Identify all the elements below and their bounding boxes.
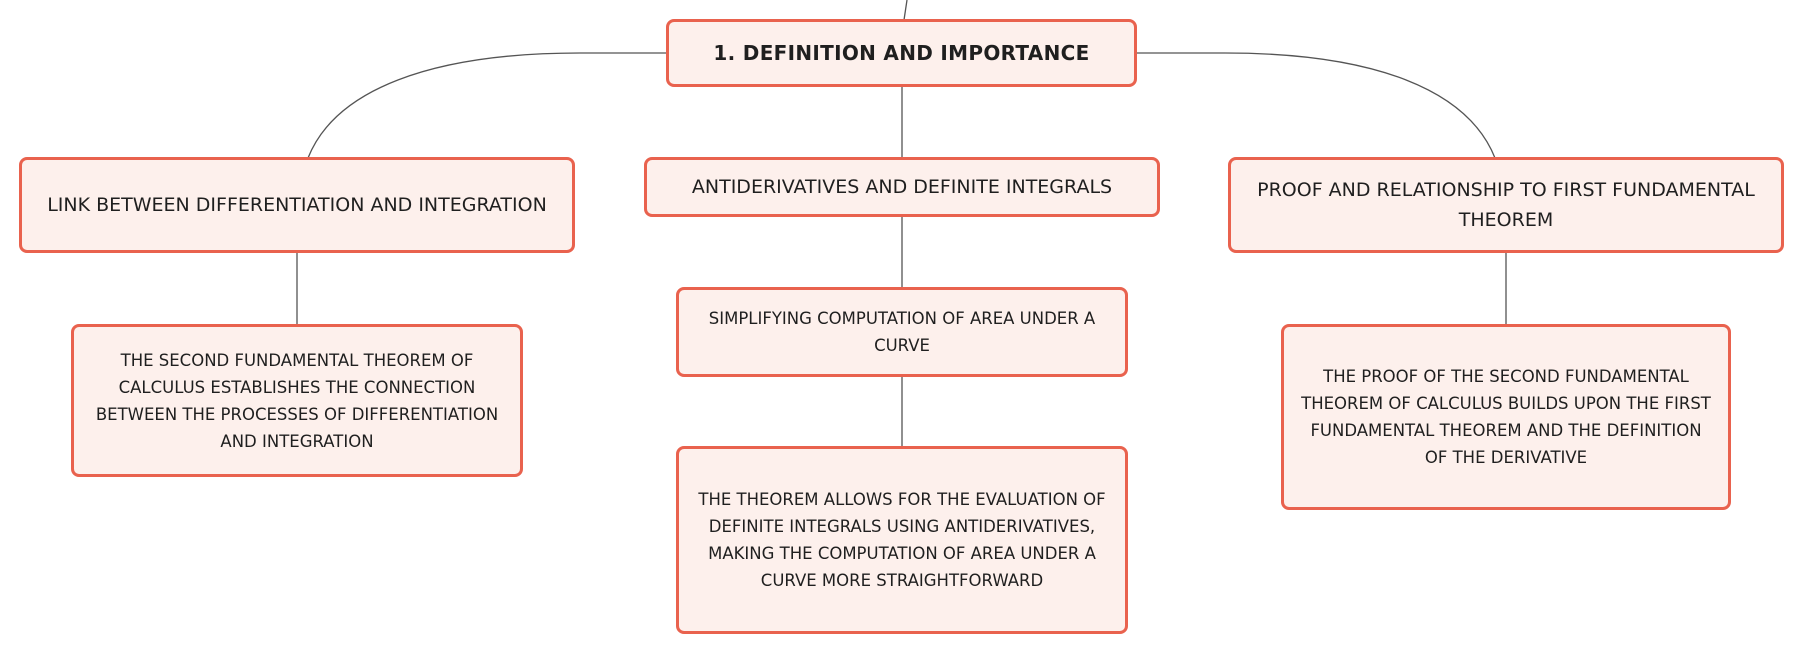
branch-node-antiderivatives-definite-integrals[interactable] <box>644 157 1160 217</box>
branch-node-label: PROOF AND RELATIONSHIP TO FIRST FUNDAMENTAL THEOREM <box>1257 179 1755 231</box>
leaf-node-text: THE PROOF OF THE SECOND FUNDAMENTAL THEOREM OF CALCULUS BUILDS UPON THE FIRST FUNDAMENTAL THEOREM AND THE DEFINITION OF THE DERIVATIVE <box>1301 367 1711 467</box>
branch-node-label: ANTIDERIVATIVES AND DEFINITE INTEGRALS <box>691 176 1113 198</box>
root-node-label: 1. DEFINITION AND IMPORTANCE <box>713 41 1090 65</box>
leaf-node-evaluation-definite-integrals[interactable] <box>676 446 1128 634</box>
leaf-node-second-theorem-connection[interactable] <box>71 324 523 477</box>
root-node[interactable] <box>666 19 1137 87</box>
connector-root-to-branch-right <box>1137 53 1495 158</box>
branch-node-label: LINK BETWEEN DIFFERENTIATION AND INTEGRATION <box>47 194 547 216</box>
connector-root-to-branch-left <box>308 53 668 158</box>
connector-parent-to-root <box>904 0 907 20</box>
branch-node-link-differentiation-integration[interactable] <box>19 157 575 253</box>
leaf-node-text: THE THEOREM ALLOWS FOR THE EVALUATION OF DEFINITE INTEGRALS USING ANTIDERIVATIVES, MAKING THE COMPUTATION OF AREA UNDER A CURVE MORE STRAIGHTFORWARD <box>698 490 1106 590</box>
leaf-node-text: SIMPLIFYING COMPUTATION OF AREA UNDER A CURVE <box>708 309 1096 355</box>
leaf-node-simplifying-area[interactable] <box>676 287 1128 377</box>
leaf-node-text: THE SECOND FUNDAMENTAL THEOREM OF CALCULUS ESTABLISHES THE CONNECTION BETWEEN THE PROCESSES OF DIFFERENTIATION AND INTEGRATION <box>95 350 499 451</box>
branch-node-proof-relationship[interactable] <box>1228 157 1784 253</box>
leaf-node-proof-builds-upon[interactable] <box>1281 324 1731 510</box>
